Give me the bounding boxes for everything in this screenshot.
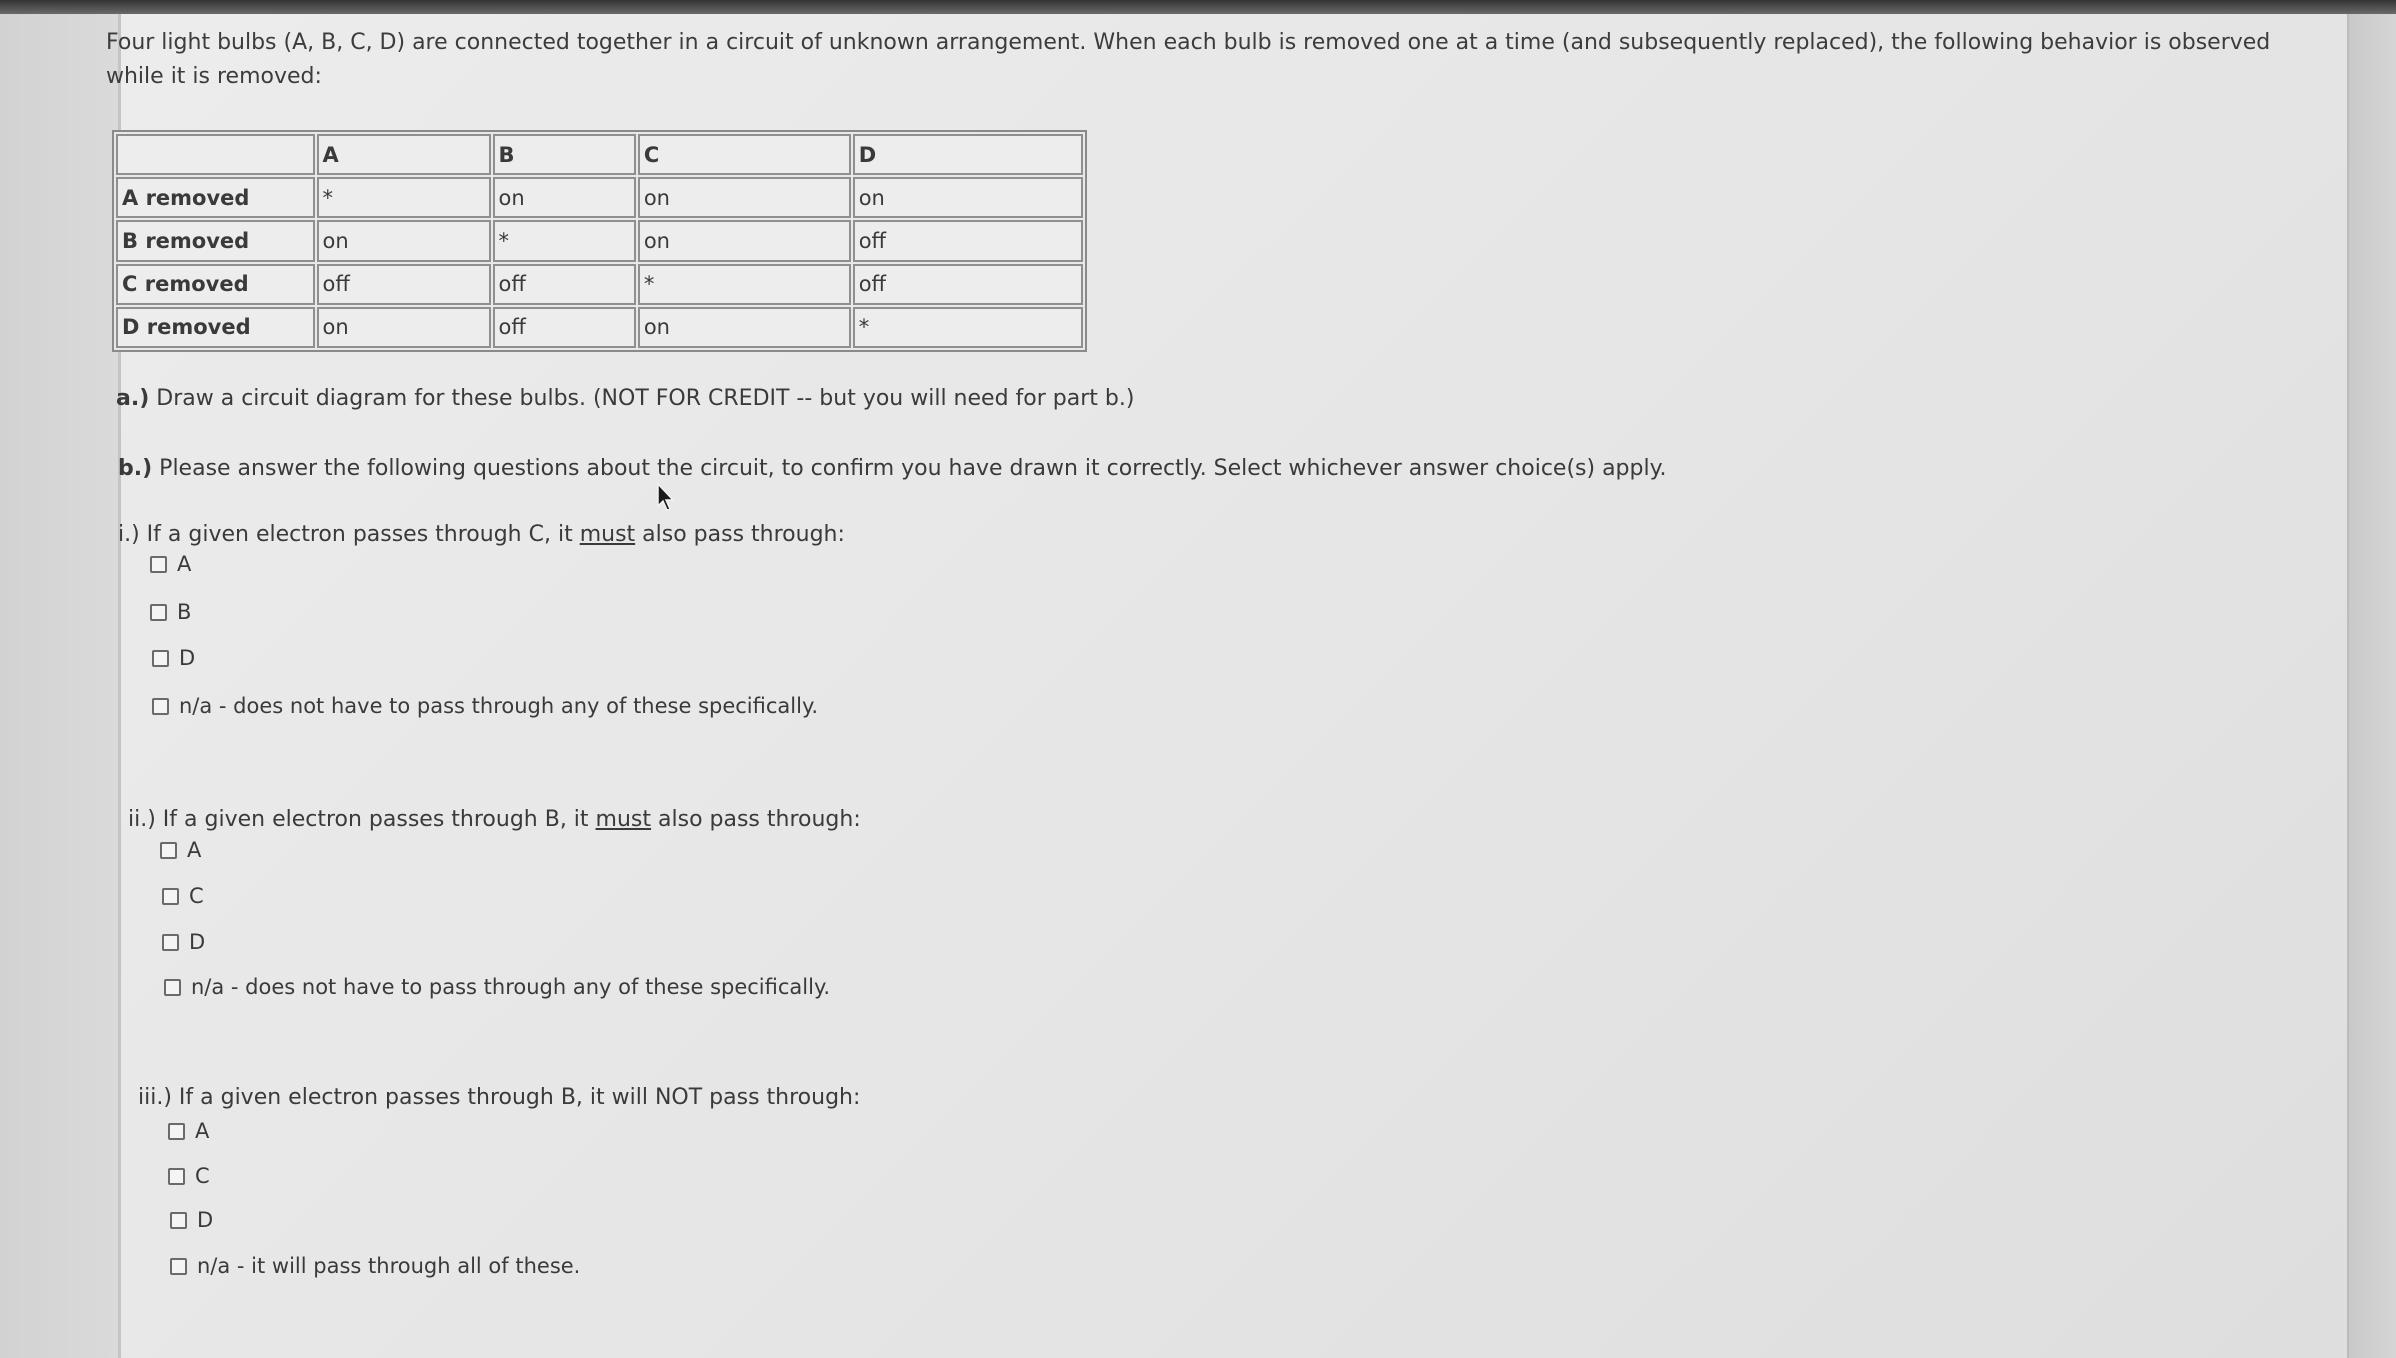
table-row — [116, 307, 1083, 348]
question-2-text: ii.) If a given electron passes through B, it — [128, 807, 596, 832]
part-b-prompt — [118, 456, 1666, 481]
option-label: A — [187, 838, 202, 862]
option-label: A — [177, 552, 192, 576]
table-cell: * — [638, 264, 851, 305]
table-cell: off — [317, 264, 491, 305]
left-margin — [0, 14, 118, 1358]
checkbox[interactable] — [150, 556, 167, 573]
table-header-row — [116, 134, 1083, 175]
question-1-emphasis: must — [579, 522, 636, 547]
question-1-text: i.) If a given electron passes through C, it — [118, 522, 580, 547]
table-cell: off — [493, 264, 636, 305]
question-1-prompt — [118, 522, 845, 547]
q2-option-d[interactable] — [162, 930, 205, 954]
checkbox[interactable] — [152, 650, 169, 667]
checkbox[interactable] — [164, 979, 181, 996]
part-a-prompt — [116, 386, 1134, 411]
checkbox[interactable] — [162, 934, 179, 951]
table-cell: on — [853, 177, 1083, 218]
option-label: B — [177, 600, 192, 624]
row-header-d-removed: D removed — [116, 307, 315, 348]
checkbox[interactable] — [160, 842, 177, 859]
option-label: C — [195, 1164, 210, 1188]
column-header-a: A — [317, 134, 491, 175]
part-b-text: Please answer the following questions about the circuit, to confirm you have drawn it correctly. Select whichever answer choice(s) apply. — [159, 456, 1667, 481]
table-cell: on — [638, 220, 851, 261]
question-2-emphasis: must — [595, 807, 652, 832]
question-2-prompt — [128, 807, 861, 832]
checkbox[interactable] — [162, 888, 179, 905]
row-header-a-removed: A removed — [116, 177, 315, 218]
table-cell: * — [317, 177, 491, 218]
observation-table — [112, 130, 1087, 352]
q2-option-na[interactable] — [164, 975, 830, 999]
table-row — [116, 177, 1083, 218]
checkbox[interactable] — [152, 698, 169, 715]
table-cell: on — [638, 177, 851, 218]
table-cell: * — [493, 220, 636, 261]
table-cell: * — [853, 307, 1083, 348]
checkbox[interactable] — [168, 1123, 185, 1140]
q1-option-b[interactable] — [150, 600, 191, 624]
option-label: n/a - does not have to pass through any of these specifically. — [179, 694, 819, 718]
column-header-d: D — [853, 134, 1083, 175]
option-label: n/a - it will pass through all of these. — [197, 1254, 581, 1278]
intro-text: Four light bulbs (A, B, C, D) are connected together in a circuit of unknown arrangement. When each bulb is removed one at a time (and subsequently replaced), the following behavior is observed while it is removed: — [106, 30, 2271, 89]
table-cell: on — [317, 220, 491, 261]
table-cell: off — [853, 264, 1083, 305]
q1-option-a[interactable] — [150, 552, 191, 576]
table-corner-cell — [116, 134, 315, 175]
part-a-text: Draw a circuit diagram for these bulbs. (NOT FOR CREDIT -- but you will need for part b.) — [156, 386, 1135, 411]
table-cell: on — [493, 177, 636, 218]
table-cell: off — [853, 220, 1083, 261]
column-header-b: B — [493, 134, 636, 175]
table-row — [116, 264, 1083, 305]
question-2-text-end: also pass through: — [651, 807, 861, 832]
question-3-prompt: iii.) If a given electron passes through B, it will NOT pass through: — [138, 1085, 861, 1110]
q2-option-c[interactable] — [162, 884, 204, 908]
option-label: D — [189, 930, 206, 954]
q2-option-a[interactable] — [160, 838, 201, 862]
q1-option-d[interactable] — [152, 646, 195, 670]
q3-option-a[interactable] — [168, 1119, 209, 1143]
table-cell: on — [638, 307, 851, 348]
column-header-c: C — [638, 134, 851, 175]
q3-option-na[interactable] — [170, 1254, 580, 1278]
table-row — [116, 220, 1083, 261]
option-label: n/a - does not have to pass through any of these specifically. — [191, 975, 831, 999]
part-b-label: b.) — [118, 456, 153, 481]
checkbox[interactable] — [168, 1168, 185, 1185]
row-header-c-removed: C removed — [116, 264, 315, 305]
table-cell: off — [493, 307, 636, 348]
option-label: D — [179, 646, 196, 670]
option-label: D — [197, 1208, 214, 1232]
option-label: A — [195, 1119, 210, 1143]
q1-option-na[interactable] — [152, 694, 818, 718]
checkbox[interactable] — [150, 604, 167, 621]
part-a-label: a.) — [116, 386, 150, 411]
option-label: C — [189, 884, 204, 908]
q3-option-c[interactable] — [168, 1164, 210, 1188]
mouse-cursor-icon — [656, 482, 676, 512]
checkbox[interactable] — [170, 1212, 187, 1229]
right-margin — [2347, 14, 2396, 1358]
q3-option-d[interactable] — [170, 1208, 213, 1232]
row-header-b-removed: B removed — [116, 220, 315, 261]
question-1-text-end: also pass through: — [635, 522, 845, 547]
checkbox[interactable] — [170, 1258, 187, 1275]
table-cell: on — [317, 307, 491, 348]
screen-top-edge — [0, 0, 2396, 14]
